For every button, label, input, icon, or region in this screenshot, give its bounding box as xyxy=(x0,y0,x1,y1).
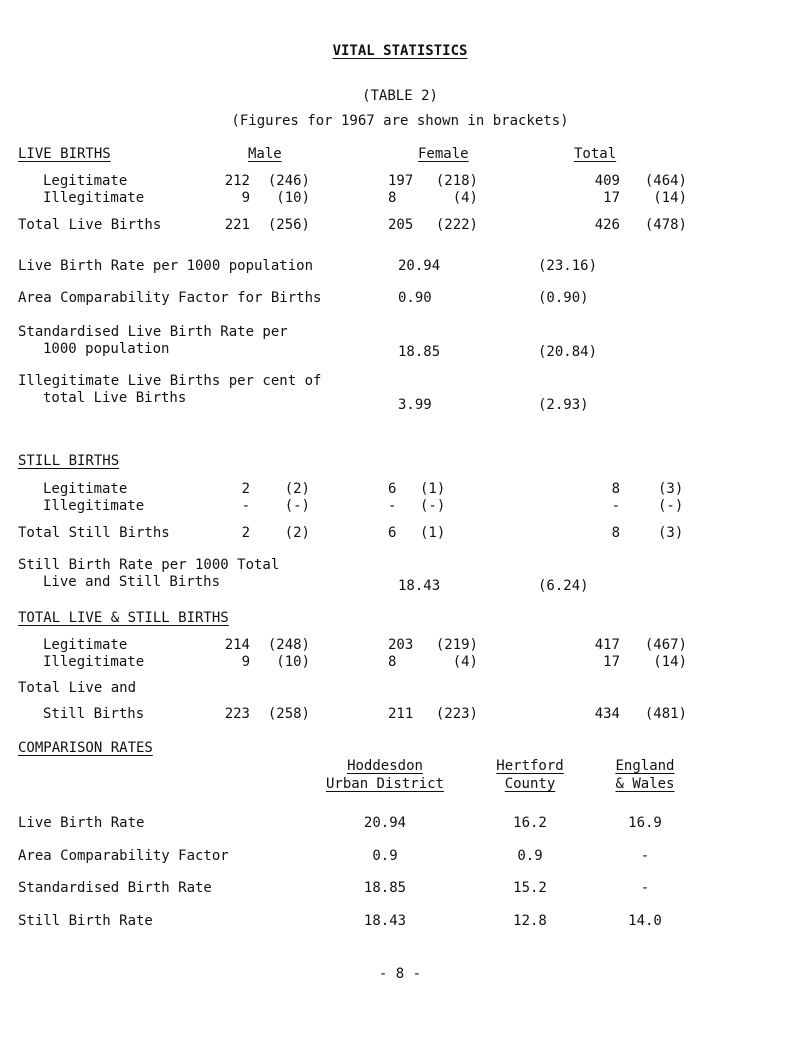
column-header-hoddesdon: Hoddesdon xyxy=(347,758,423,774)
rate-prev-value: (2.93) xyxy=(538,397,589,413)
rate-value: 0.90 xyxy=(398,290,432,306)
female-value: 6 xyxy=(388,525,397,541)
female-value: 203 xyxy=(388,637,414,653)
comparison-rates-heading: COMPARISON RATES xyxy=(18,740,153,756)
comparison-row-label: Standardised Birth Rate xyxy=(18,880,212,896)
male-prev-value: (10) xyxy=(276,190,310,206)
table-row-label: Legitimate xyxy=(43,173,128,189)
rate-label-continued: Live and Still Births xyxy=(43,574,221,590)
total-prev-value: (464) xyxy=(644,173,687,189)
female-value: 205 xyxy=(388,217,414,233)
comparison-row-label: Still Birth Rate xyxy=(18,913,153,929)
female-value: 8 xyxy=(388,190,397,206)
rate-value: 20.94 xyxy=(398,258,441,274)
rate-label: Standardised Live Birth Rate per xyxy=(18,324,288,340)
male-value: - xyxy=(241,498,250,514)
column-header-hoddesdon-sub: Urban District xyxy=(325,776,444,792)
total-value: - xyxy=(611,498,620,514)
page-title: VITAL STATISTICS xyxy=(332,43,468,59)
rate-prev-value: (6.24) xyxy=(538,578,589,594)
total-prev-value: (481) xyxy=(644,706,687,722)
female-value: 6 xyxy=(388,481,397,497)
hertford-value: 16.2 xyxy=(513,815,547,831)
female-prev-value: (219) xyxy=(435,637,478,653)
table-row-label: Total Live and xyxy=(18,680,137,696)
total-value: 417 xyxy=(594,637,620,653)
brackets-note: (Figures for 1967 are shown in brackets) xyxy=(231,113,569,129)
male-prev-value: (2) xyxy=(284,525,310,541)
hoddesdon-value: 0.9 xyxy=(372,848,398,864)
still-births-heading: STILL BIRTHS xyxy=(18,453,120,469)
table-subtitle: (TABLE 2) xyxy=(362,88,438,104)
female-value: 211 xyxy=(388,706,414,722)
total-prev-value: (-) xyxy=(658,498,684,514)
rate-prev-value: (20.84) xyxy=(538,344,598,360)
male-prev-value: (-) xyxy=(284,498,310,514)
table-row-label: Illegitimate xyxy=(43,498,145,514)
male-value: 223 xyxy=(224,706,250,722)
hoddesdon-value: 18.43 xyxy=(363,913,407,929)
female-prev-value: (4) xyxy=(452,654,478,670)
total-value: 426 xyxy=(594,217,620,233)
total-value: 8 xyxy=(611,481,620,497)
total-value: 409 xyxy=(594,173,620,189)
male-value: 9 xyxy=(241,654,250,670)
male-value: 212 xyxy=(224,173,250,189)
male-value: 214 xyxy=(224,637,250,653)
male-prev-value: (256) xyxy=(267,217,310,233)
male-prev-value: (258) xyxy=(267,706,310,722)
england-value: - xyxy=(640,848,650,864)
england-value: - xyxy=(640,880,650,896)
total-prev-value: (3) xyxy=(658,525,684,541)
table-row-label: Illegitimate xyxy=(43,190,145,206)
total-value: 8 xyxy=(611,525,620,541)
rate-label-continued: 1000 population xyxy=(43,341,170,357)
hertford-value: 12.8 xyxy=(513,913,547,929)
male-prev-value: (246) xyxy=(267,173,310,189)
table-row-label: Total Live Births xyxy=(18,217,162,233)
comparison-row-label: Area Comparability Factor xyxy=(18,848,229,864)
total-prev-value: (478) xyxy=(644,217,687,233)
page-number: - 8 - xyxy=(378,966,422,982)
male-value: 221 xyxy=(224,217,250,233)
rate-value: 18.43 xyxy=(398,578,441,594)
column-header-hertford: Hertford xyxy=(496,758,564,774)
rate-value: 18.85 xyxy=(398,344,441,360)
table-row-label-continued: Still Births xyxy=(43,706,145,722)
live-births-heading: LIVE BIRTHS xyxy=(18,146,111,162)
comparison-row-label: Live Birth Rate xyxy=(18,815,145,831)
female-value: - xyxy=(388,498,397,514)
england-value: 16.9 xyxy=(628,815,662,831)
female-prev-value: (218) xyxy=(435,173,478,189)
rate-label: Illegitimate Live Births per cent of xyxy=(18,373,322,389)
male-value: 2 xyxy=(241,481,250,497)
rate-label: Still Birth Rate per 1000 Total xyxy=(18,557,280,573)
female-value: 8 xyxy=(388,654,397,670)
table-row-label: Illegitimate xyxy=(43,654,145,670)
hoddesdon-value: 18.85 xyxy=(363,880,407,896)
rate-value: 3.99 xyxy=(398,397,432,413)
male-prev-value: (2) xyxy=(284,481,310,497)
total-value: 17 xyxy=(603,190,620,206)
female-prev-value: (1) xyxy=(420,525,446,541)
male-prev-value: (10) xyxy=(276,654,310,670)
england-value: 14.0 xyxy=(628,913,662,929)
table-row-label: Legitimate xyxy=(43,481,128,497)
total-prev-value: (14) xyxy=(653,654,687,670)
hertford-value: 15.2 xyxy=(513,880,547,896)
rate-label: Area Comparability Factor for Births xyxy=(18,290,322,306)
rate-prev-value: (23.16) xyxy=(538,258,598,274)
total-value: 434 xyxy=(594,706,620,722)
hoddesdon-value: 20.94 xyxy=(363,815,407,831)
female-prev-value: (-) xyxy=(420,498,446,514)
female-prev-value: (1) xyxy=(420,481,446,497)
rate-label-continued: total Live Births xyxy=(43,390,187,406)
rate-prev-value: (0.90) xyxy=(538,290,589,306)
column-header-hertford-sub: County xyxy=(504,776,556,792)
table-row-label: Legitimate xyxy=(43,637,128,653)
column-header-england: England xyxy=(615,758,675,774)
hertford-value: 0.9 xyxy=(517,848,543,864)
total-value: 17 xyxy=(603,654,620,670)
total-live-still-heading: TOTAL LIVE & STILL BIRTHS xyxy=(18,610,229,626)
female-value: 197 xyxy=(388,173,414,189)
column-header-total: Total xyxy=(574,146,617,162)
total-prev-value: (3) xyxy=(658,481,684,497)
total-prev-value: (14) xyxy=(653,190,687,206)
female-prev-value: (222) xyxy=(435,217,478,233)
column-header-female: Female xyxy=(418,146,469,162)
female-prev-value: (223) xyxy=(435,706,478,722)
rate-label: Live Birth Rate per 1000 population xyxy=(18,258,314,274)
column-header-male: Male xyxy=(248,146,282,162)
male-prev-value: (248) xyxy=(267,637,310,653)
table-row-label: Total Still Births xyxy=(18,525,170,541)
male-value: 2 xyxy=(241,525,250,541)
column-header-england-sub: & Wales xyxy=(615,776,675,792)
male-value: 9 xyxy=(241,190,250,206)
total-prev-value: (467) xyxy=(644,637,687,653)
female-prev-value: (4) xyxy=(452,190,478,206)
